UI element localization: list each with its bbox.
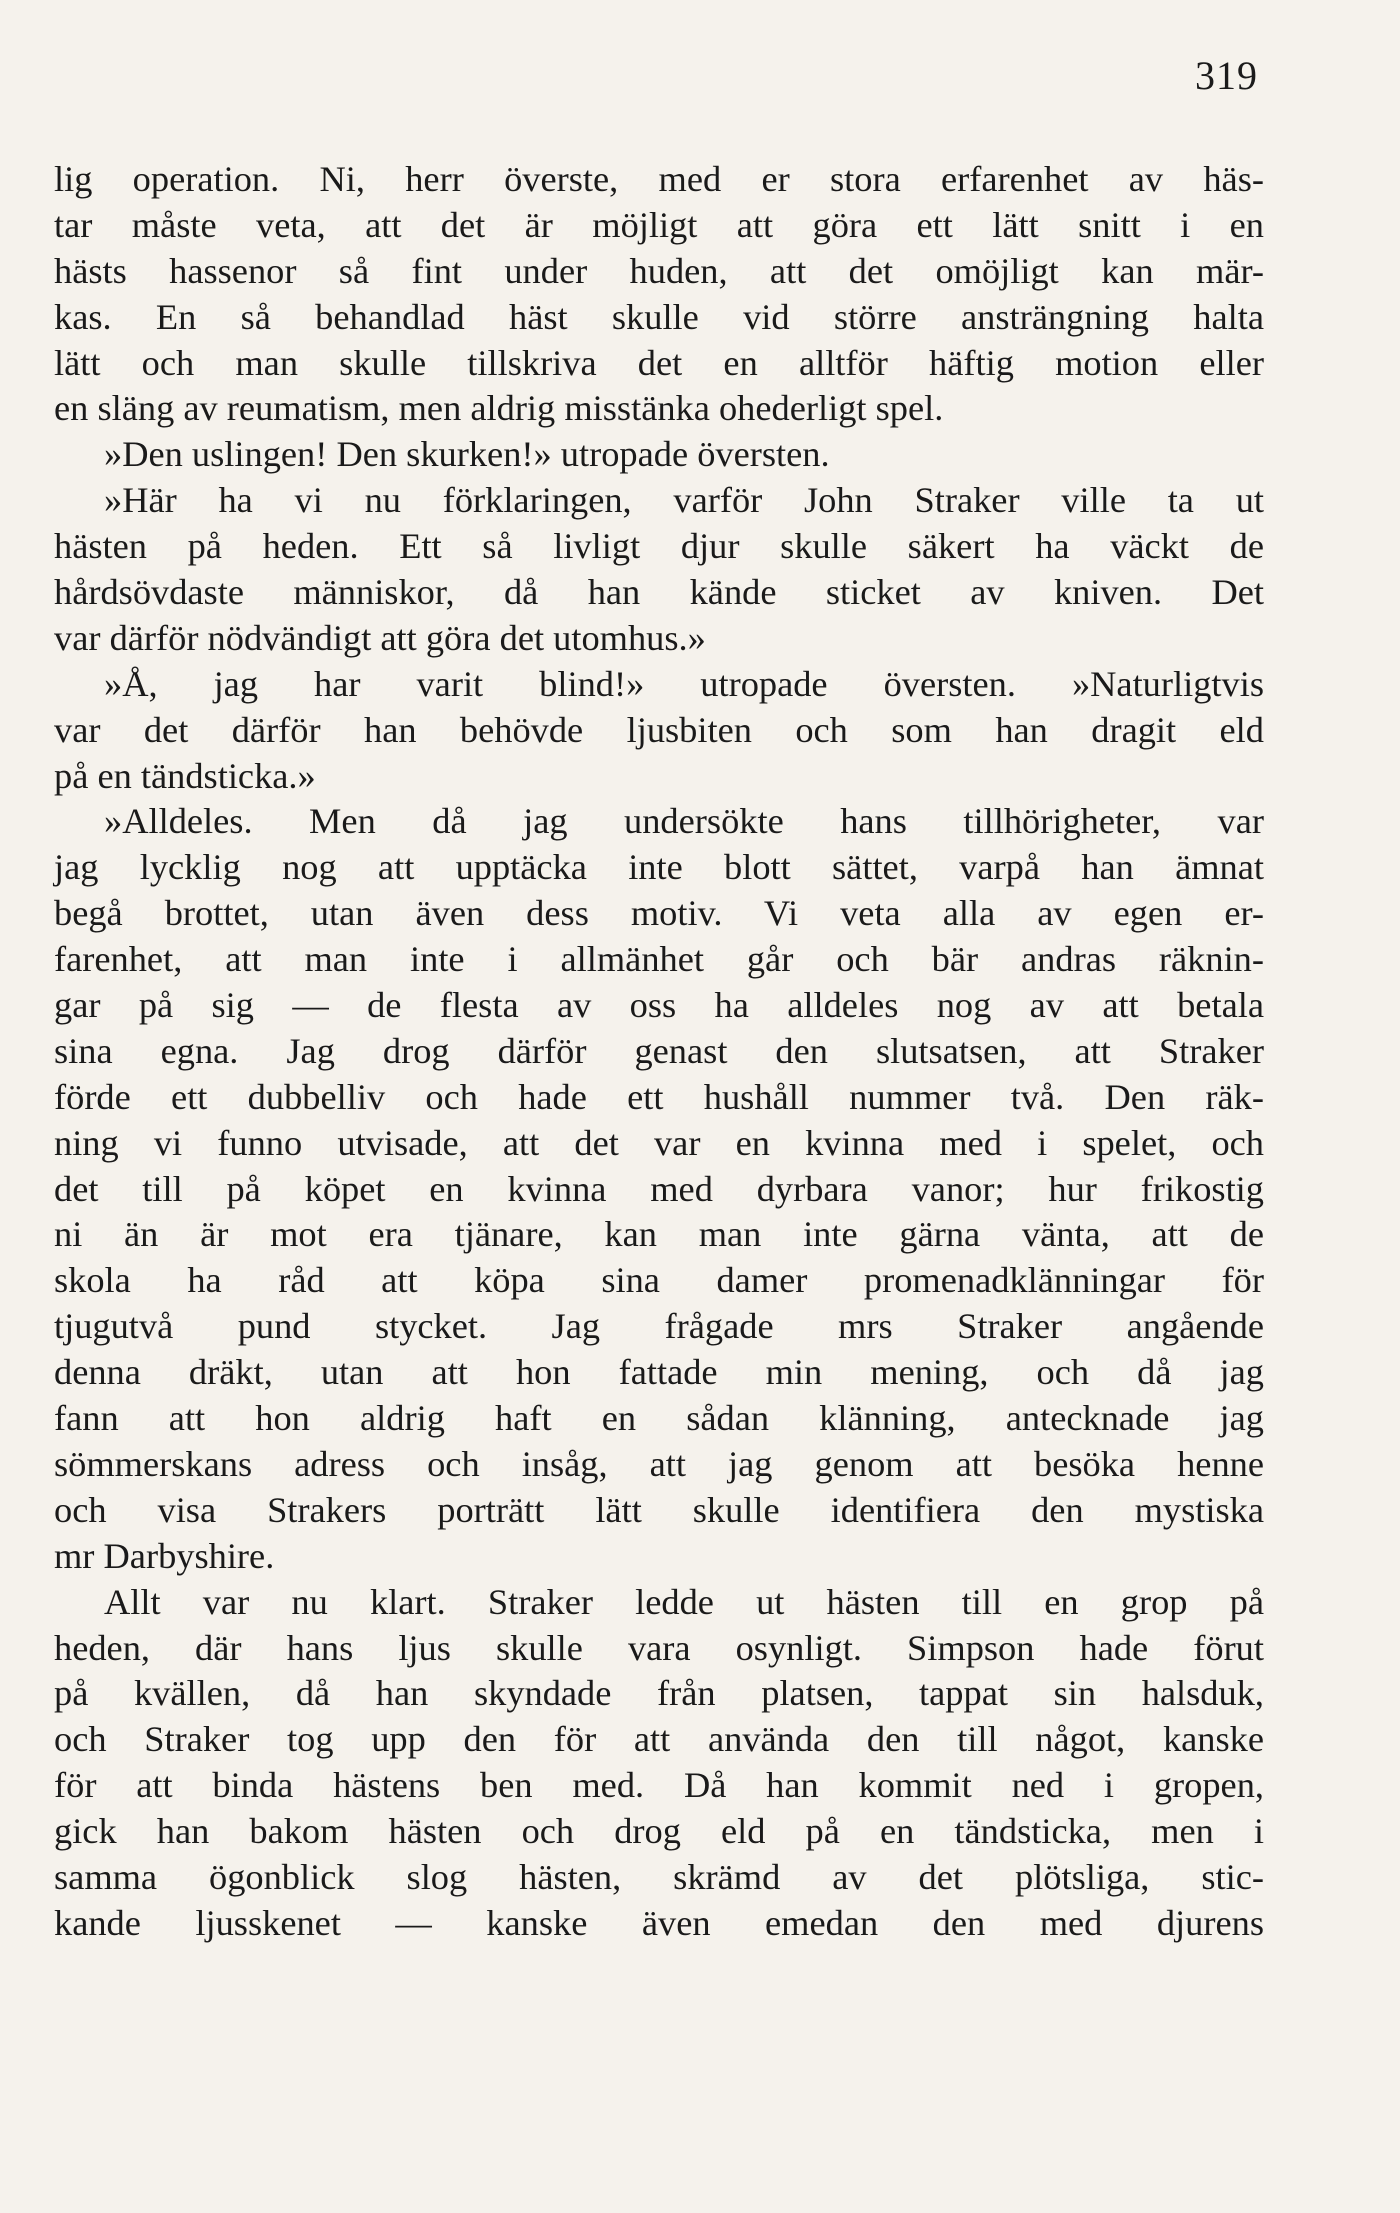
text-line: kas. En så behandlad häst skulle vid större ansträngning halta (54, 296, 1264, 337)
text-line: »Å, jag har varit blind!» utropade översten. »Naturligtvis (104, 663, 1264, 704)
text-line: för att binda hästens ben med. Då han kommit ned i gropen, (54, 1765, 1264, 1806)
text-line: lig operation. Ni, herr överste, med er stora erfarenhet av häs- (54, 159, 1264, 199)
text-line: förde ett dubbelliv och hade ett hushåll nummer två. Den räk- (54, 1076, 1264, 1117)
text-line: farenhet, att man inte i allmänhet går och bär andras räknin- (54, 939, 1264, 980)
text-line: var det därför han behövde ljusbiten och som han dragit eld (54, 709, 1264, 750)
text-line: »Här ha vi nu förklaringen, varför John Straker ville ta ut (104, 480, 1264, 521)
text-line: fann att hon aldrig haft en sådan klänning, antecknade jag (54, 1398, 1264, 1439)
text-line: Allt var nu klart. Straker ledde ut hästen till en grop på (104, 1581, 1264, 1622)
text-line: lätt och man skulle tillskriva det en alltför häftig motion eller (54, 342, 1264, 383)
text-line: »Den uslingen! Den skurken!» utropade översten. (104, 434, 830, 475)
text-line: och Straker tog upp den för att använda den till något, kanske (54, 1719, 1264, 1760)
text-line: mr Darbyshire. (54, 1535, 275, 1576)
text-line: gar på sig — de flesta av oss ha alldeles nog av att betala (54, 985, 1264, 1026)
page-number: 319 (1195, 53, 1258, 98)
text-line: hästs hassenor så fint under huden, att det omöjligt kan mär- (54, 250, 1264, 291)
body-text (54, 157, 1264, 1947)
text-line: det till på köpet en kvinna med dyrbara vanor; hur frikostig (54, 1168, 1264, 1209)
text-line: hästen på heden. Ett så livligt djur skulle säkert ha väckt de (54, 526, 1264, 567)
text-line: jag lycklig nog att upptäcka inte blott sättet, varpå han ämnat (54, 847, 1264, 888)
text-line: kande ljusskenet — kanske även emedan den med djurens (54, 1902, 1264, 1943)
text-line: på kvällen, då han skyndade från platsen, tappat sin halsduk, (54, 1673, 1264, 1714)
text-line: tjugutvå pund stycket. Jag frågade mrs Straker angående (54, 1306, 1264, 1347)
text-line: gick han bakom hästen och drog eld på en tändsticka, men i (54, 1811, 1264, 1852)
text-line: hårdsövdaste människor, då han kände sticket av kniven. Det (54, 572, 1264, 613)
text-line: denna dräkt, utan att hon fattade min mening, och då jag (54, 1352, 1264, 1393)
text-line: samma ögonblick slog hästen, skrämd av det plötsliga, stic- (54, 1856, 1264, 1897)
text-line: »Alldeles. Men då jag undersökte hans tillhörigheter, var (104, 801, 1264, 842)
text-line: ni än är mot era tjänare, kan man inte gärna vänta, att de (54, 1214, 1264, 1255)
text-line: var därför nödvändigt att göra det utomhus.» (54, 617, 706, 658)
text-line: ning vi funno utvisade, att det var en kvinna med i spelet, och (54, 1122, 1264, 1163)
text-line: på en tändsticka.» (54, 755, 316, 796)
text-line: begå brottet, utan även dess motiv. Vi veta alla av egen er- (54, 893, 1264, 934)
text-line: sömmerskans adress och insåg, att jag genom att besöka henne (54, 1443, 1264, 1484)
text-line: en släng av reumatism, men aldrig misstänka ohederligt spel. (54, 388, 944, 429)
text-line: sina egna. Jag drog därför genast den slutsatsen, att Straker (54, 1030, 1264, 1071)
text-line: heden, där hans ljus skulle vara osynligt. Simpson hade förut (54, 1627, 1264, 1668)
text-line: skola ha råd att köpa sina damer promenadklänningar för (54, 1260, 1264, 1301)
text-line: tar måste veta, att det är möjligt att göra ett lätt snitt i en (54, 204, 1264, 245)
text-line: och visa Strakers porträtt lätt skulle identifiera den mystiska (54, 1489, 1264, 1530)
